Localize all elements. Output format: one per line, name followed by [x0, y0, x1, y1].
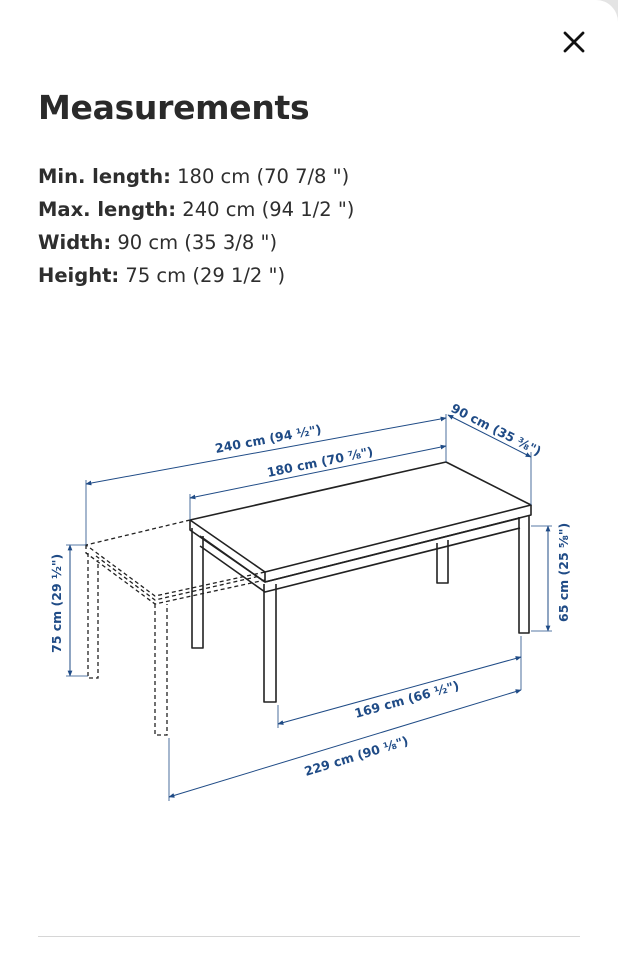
dimension-lines — [66, 414, 552, 801]
dim-label-width: 90 cm (35 ⅜") — [448, 400, 544, 459]
spec-value: 90 cm (35 3/8 ") — [117, 231, 278, 254]
spec-value: 180 cm (70 7/8 ") — [177, 165, 350, 188]
spec-label: Width: — [38, 231, 112, 254]
spec-max-length — [38, 193, 354, 226]
spec-value: 240 cm (94 1/2 ") — [182, 198, 355, 221]
dim-label-max-length: 240 cm (94 ½") — [213, 421, 323, 456]
spec-label: Min. length: — [38, 165, 171, 188]
dim-label-min-length: 180 cm (70 ⅞") — [265, 443, 375, 480]
bottom-divider — [38, 936, 580, 937]
spec-value: 75 cm (29 1/2 ") — [125, 264, 286, 287]
spec-width — [38, 226, 354, 259]
table-dimension-diagram — [0, 385, 618, 825]
page-title: Measurements — [38, 88, 310, 127]
spec-height — [38, 259, 354, 292]
spec-min-length — [38, 160, 354, 193]
close-button[interactable] — [556, 24, 592, 60]
extension-leaf-outline — [86, 520, 265, 735]
spec-label: Max. length: — [38, 198, 177, 221]
dim-label-height: 75 cm (29 ½") — [49, 553, 64, 653]
close-icon — [562, 30, 586, 54]
dim-label-between-legs-min: 169 cm (66 ½") — [352, 677, 461, 721]
dim-label-leg-clearance: 65 cm (25 ⅝") — [556, 522, 571, 622]
dim-label-between-legs-max: 229 cm (90 ⅛") — [302, 732, 411, 779]
spec-list — [38, 160, 354, 292]
table-outline — [190, 462, 531, 702]
spec-label: Height: — [38, 264, 120, 287]
